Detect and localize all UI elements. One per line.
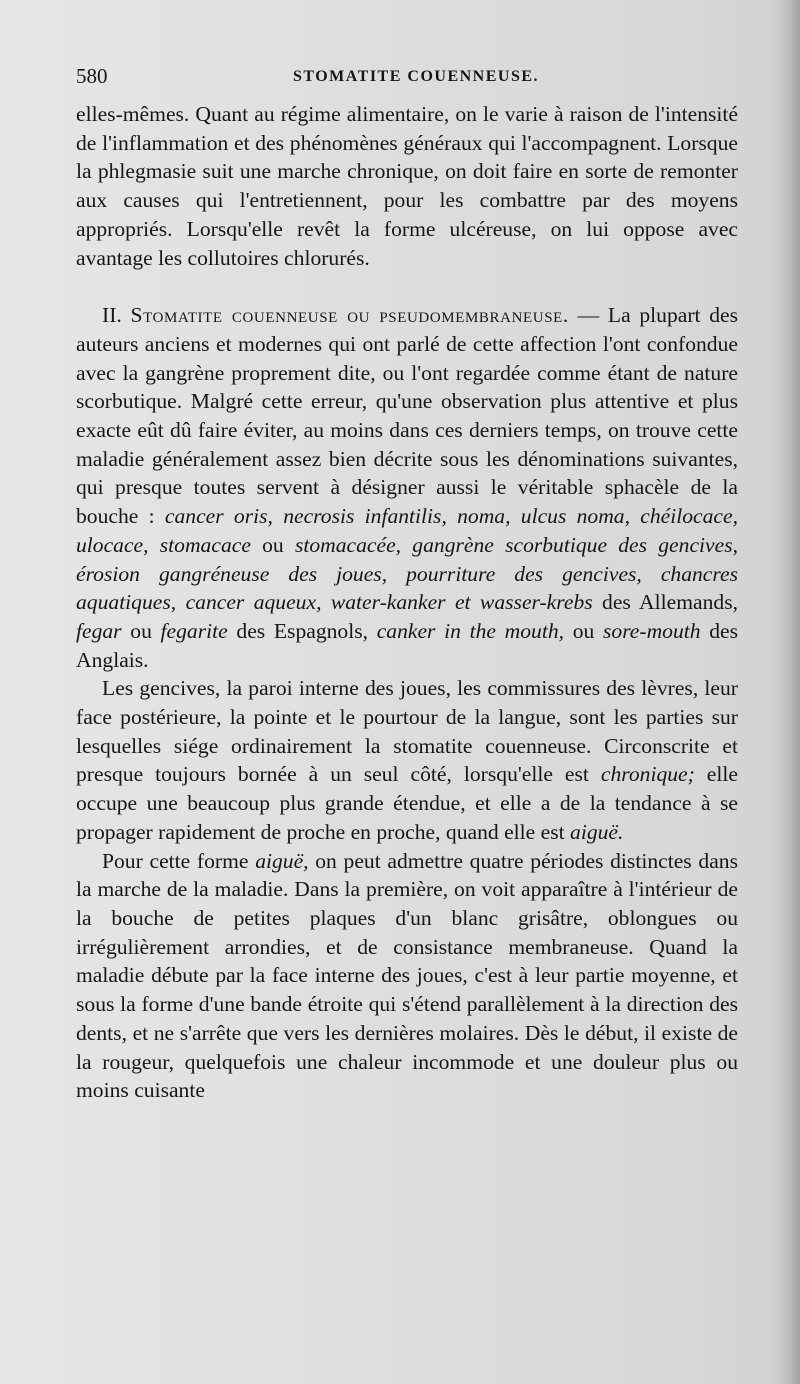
emphasis: chronique;: [600, 762, 695, 787]
page-number: 580: [76, 64, 108, 88]
paragraph-section-ii: II. Stomatite couenneuse ou pseudomembraneuse. — La plupart des auteurs anciens et modernes qui ont parlé de cette affection l'ont confondue avec la gangrène proprement dite, ou l'ont regardée comme étant de nature scorbutique. Malgré cette erreur, qu'une observation plus attentive et plus exacte eût dû faire éviter, au moins dans ces derniers temps, on trouve cette maladie généralement assez bien décrite sous les dénominations suivantes, qui presque toutes servent à désigner aussi le véritable sphacèle de la bouche : cancer oris, necrosis infantilis, noma, ulcus noma, chéilocace, ulocace, stomacace ou stomacacée, gangrène scorbutique des gencives, érosion gangréneuse des joues, pourriture des gencives, chancres aquatiques, cancer aqueux, water-kanker et wasser-krebs des Allemands, fegar ou fegarite des Espagnols, canker in the mouth, ou sore-mouth des Anglais.: [76, 303, 739, 672]
paragraph-acute-form: Pour cette forme aiguë, on peut admettre quatre périodes distinctes dans la marche de la maladie. Dans la première, on voit apparaître à l'intérieur de la bouche de petites plaques d'un blanc grisâtre, oblongues ou irrégulièrement arrondies, et de consistance membraneuse. Quand la maladie débute par la face interne des joues, c'est à leur partie moyenne, et sous la forme d'une bande étroite qui s'étend parallèlement à la direction des dents, et ne s'arrête que vers les dernières molaires. Dès le début, il existe de la rougeur, quelquefois une chaleur incommode et une douleur plus ou moins cuisante: [76, 848, 738, 1103]
emphasis: aiguë.: [570, 819, 624, 844]
spanish-term: fegarite: [160, 618, 228, 643]
synonym-list: stomacacée, gangrène scorbutique des gencives, érosion gangréneuse des joues, pourriture des gencives, chancres aquatiques, cancer aqueux, water-kanker et wasser-krebs: [76, 532, 738, 615]
synonym-list: cancer oris, necrosis infantilis, noma, ulcus noma, chéilocace, ulocace, stomacace: [76, 504, 738, 557]
paragraph-location: Les gencives, la paroi interne des joues, les commissures des lèvres, leur face postérieure, la pointe et le pourtour de la langue, sont les parties sur lesquelles siége ordinairement la stomatite couenneuse. Circonscrite et presque toujours bornée à un seul côté, lorsqu'elle est chronique; elle occupe une beaucoup plus grande étendue, et elle a de la tendance à se propager rapidement de proche en proche, quand elle est aiguë.: [76, 676, 738, 844]
page-header: [76, 62, 736, 92]
page-gutter-shadow: [774, 0, 800, 1384]
running-title: STOMATITE COUENNEUSE.: [292, 68, 540, 85]
section-number: II.: [102, 303, 122, 328]
spanish-term: fegar: [76, 618, 122, 643]
paragraph-continuation: elles-mêmes. Quant au régime alimentaire, on le varie à raison de l'intensité de l'inflammation et des phénomènes généraux qui l'accompagnent. Lorsque la phlegmasie suit une marche chronique, on doit faire en sorte de remonter aux causes qui l'entretiennent, pour les combattre par des moyens appropriés. Lorsqu'elle revêt la forme ulcéreuse, on lui oppose avec avantage les collutoires chlorurés.: [76, 102, 738, 270]
english-term: sore-mouth: [603, 618, 701, 643]
emphasis: aiguë,: [255, 848, 309, 873]
english-term: canker in the mouth,: [376, 618, 565, 643]
section-title: Stomatite couenneuse ou pseudomembraneuse.: [130, 303, 569, 328]
body-text: [76, 100, 738, 1105]
